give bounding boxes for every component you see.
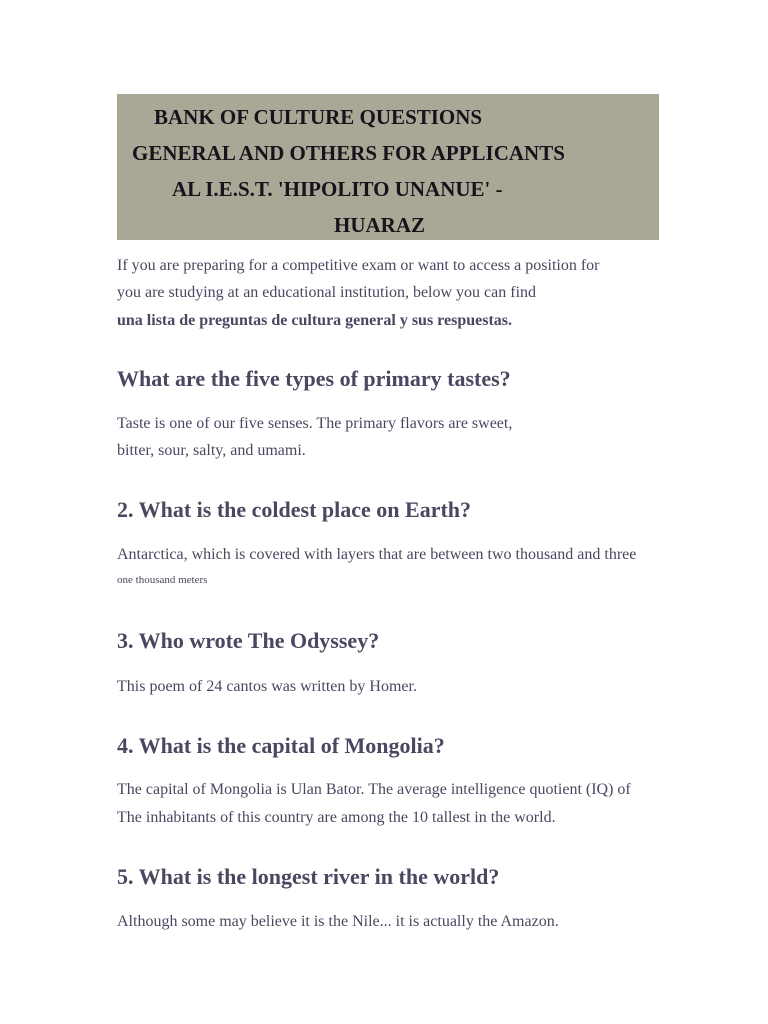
- banner-title-line: AL I.E.S.T. 'HIPOLITO UNANUE' -: [172, 177, 503, 201]
- answer-line: The inhabitants of this country are among the 10 tallest in the world.: [117, 809, 556, 826]
- answer-line: one thousand meters: [117, 574, 208, 586]
- answer-line: Although some may believe it is the Nile... it is actually the Amazon.: [117, 913, 559, 930]
- answer-line: bitter, sour, salty, and umami.: [117, 442, 306, 459]
- title-banner: [117, 94, 659, 240]
- question-heading: 2. What is the coldest place on Earth?: [117, 497, 472, 522]
- intro-line-bold: una lista de preguntas de cultura general y sus respuestas.: [117, 312, 512, 329]
- question-heading: 3. Who wrote The Odyssey?: [117, 628, 380, 653]
- answer-line: The capital of Mongolia is Ulan Bator. The average intelligence quotient (IQ) of: [117, 781, 631, 798]
- banner-title-line: GENERAL AND OTHERS FOR APPLICANTS: [132, 141, 565, 165]
- question-heading: 5. What is the longest river in the world?: [117, 864, 500, 889]
- answer-line: Taste is one of our five senses. The primary flavors are sweet,: [117, 415, 513, 432]
- banner-title-line: HUARAZ: [334, 213, 426, 237]
- intro-line: you are studying at an educational institution, below you can find: [117, 284, 537, 301]
- question-heading: 4. What is the capital of Mongolia?: [117, 733, 445, 758]
- question-heading: What are the five types of primary tastes?: [117, 366, 511, 391]
- answer-line: Antarctica, which is covered with layers that are between two thousand and three: [117, 546, 637, 563]
- banner-title-line: BANK OF CULTURE QUESTIONS: [154, 105, 483, 129]
- answer-line: This poem of 24 cantos was written by Homer.: [117, 678, 417, 695]
- intro-line: If you are preparing for a competitive exam or want to access a position for: [117, 257, 600, 274]
